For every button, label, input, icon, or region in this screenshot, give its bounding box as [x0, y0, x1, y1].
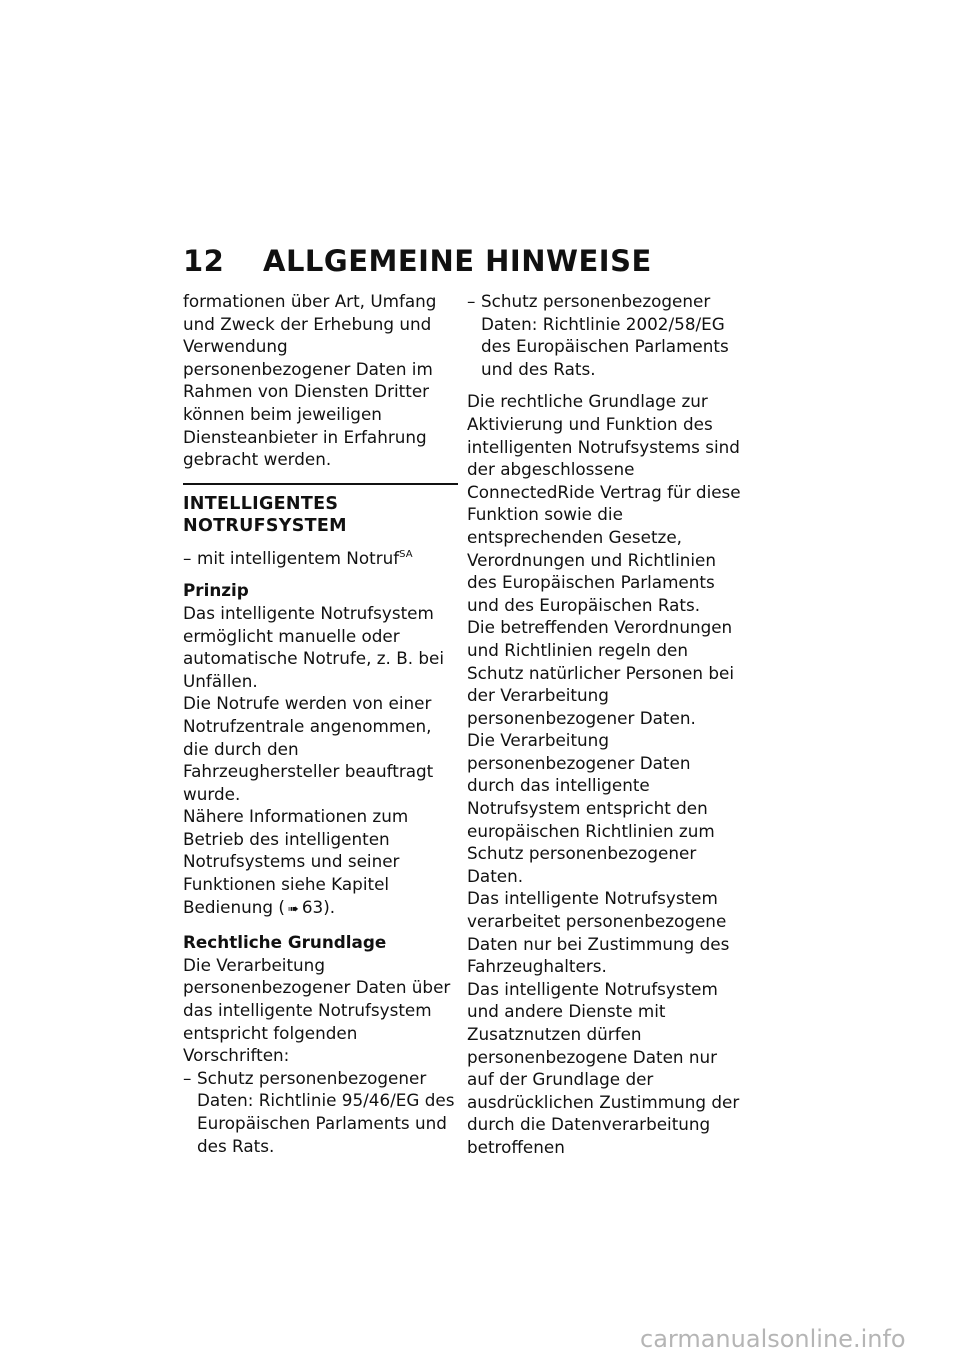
prinzip-paragraph-2: Die Notrufe werden von einer Notrufzentrale angenommen, die durch den Fahrzeughersteller beauftragt wurde. — [183, 693, 434, 804]
page-reference-icon: ➠ — [287, 901, 299, 917]
dash-mark: – — [183, 1067, 192, 1088]
equipment-label: mit intelligentem Notruf — [197, 547, 400, 568]
page-reference[interactable]: 63 — [301, 896, 324, 917]
watermark: carmanualsonline.info — [640, 1325, 906, 1353]
chapter-title: ALLGEMEINE HINWEISE — [263, 244, 652, 278]
right-paragraph-3: Die Verarbeitung personenbezogener Daten durch das intelligente Notrufsystem entspricht den europäischen Richtlinien zum Schutz personenbezogener Daten. — [467, 730, 715, 886]
directive-item-2 — [467, 290, 742, 380]
dash-mark: – — [183, 547, 192, 568]
equipment-note — [183, 547, 458, 570]
prinzip-paragraph-3: Nähere Informationen zum Betrieb des intelligenten Notrufsystems und seiner Funktionen siehe Kapitel Bedienung ( ➠ 63). — [183, 805, 458, 921]
left-column — [183, 290, 458, 1167]
right-paragraph-2: Die betreffenden Verordnungen und Richtlinien regeln den Schutz natürlicher Personen bei der Verarbeitung personenbezogener Daten. — [467, 617, 734, 728]
prinzip-heading: Prinzip — [183, 580, 249, 601]
page-number: 12 — [183, 244, 225, 278]
page-header — [183, 244, 783, 278]
rechtliche-heading: Rechtliche Grundlage — [183, 932, 387, 953]
right-paragraph-5: Das intelligente Notrufsystem und andere Dienste mit Zusatznutzen dürfen personenbezogene Daten nur auf der Grundlage der ausdrücklichen Zustimmung der durch die Datenverarbeitung betroffenen — [467, 978, 740, 1157]
right-column — [467, 290, 742, 1159]
directive-text-2: Schutz personenbezogener Daten: Richtlinie 2002/58/EG des Europäischen Parlaments und des Rats. — [481, 291, 729, 379]
right-paragraph-4: Das intelligente Notrufsystem verarbeitet personenbezogene Daten nur bei Zustimmung des Fahrzeughalters. — [467, 888, 730, 977]
right-paragraph-1: Die rechtliche Grundlage zur Aktivierung und Funktion des intelligenten Notrufsystems sind der abgeschlossene ConnectedRide Vertrag für diese Funktion sowie die entsprechenden Gesetze, Verordnungen und Richtlinien des Europäischen Parlaments und des Europäischen Rats. — [467, 391, 741, 615]
directive-text-1: Schutz personenbezogener Daten: Richtlinie 95/46/EG des Europäischen Parlaments und des Rats. — [197, 1067, 455, 1156]
sa-superscript: SA — [399, 548, 413, 560]
section-title: INTELLIGENTES NOTRUFSYSTEM — [183, 483, 458, 537]
directive-item-1 — [183, 1067, 458, 1157]
prinzip-paragraph-1: Das intelligente Notrufsystem ermöglicht manuelle oder automatische Notrufe, z. B. bei Unfällen. — [183, 602, 445, 691]
dash-mark: – — [467, 291, 476, 311]
intro-paragraph: formationen über Art, Umfang und Zweck der Erhebung und Verwendung personenbezogener Daten im Rahmen von Diensten Dritter können beim jeweiligen Diensteanbieter in Erfahrung gebracht werden. — [183, 291, 437, 470]
rechtliche-paragraph: Die Verarbeitung personenbezogener Daten über das intelligente Notrufsystem entspricht folgenden Vorschriften: — [183, 954, 451, 1066]
